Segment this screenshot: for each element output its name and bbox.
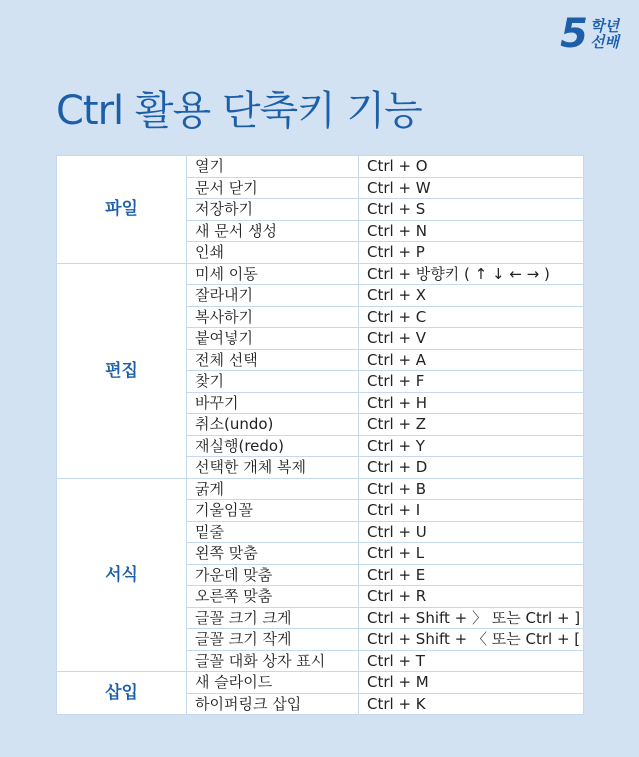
logo-number: 5 [560, 11, 589, 57]
shortcut-cell: Ctrl + Shift + 〉 또는 Ctrl + ] [359, 607, 584, 629]
brand-logo [560, 11, 619, 57]
table-row [57, 478, 584, 500]
action-cell: 붙여넣기 [187, 328, 359, 350]
group-label: 서식 [57, 478, 187, 672]
logo-text [590, 18, 619, 50]
action-cell: 미세 이동 [187, 263, 359, 285]
action-cell: 오른쪽 맞춤 [187, 586, 359, 608]
action-cell: 인쇄 [187, 242, 359, 264]
action-cell: 새 문서 생성 [187, 220, 359, 242]
table-row [57, 263, 584, 285]
action-cell: 글꼴 크기 크게 [187, 607, 359, 629]
shortcut-table-body [57, 156, 584, 715]
action-cell: 밑줄 [187, 521, 359, 543]
action-cell: 기울임꼴 [187, 500, 359, 522]
shortcut-cell: Ctrl + H [359, 392, 584, 414]
shortcut-cell: Ctrl + F [359, 371, 584, 393]
shortcut-cell: Ctrl + N [359, 220, 584, 242]
action-cell: 복사하기 [187, 306, 359, 328]
shortcut-cell: Ctrl + Z [359, 414, 584, 436]
shortcut-cell: Ctrl + X [359, 285, 584, 307]
group-label: 삽입 [57, 672, 187, 715]
action-cell: 바꾸기 [187, 392, 359, 414]
page-title: Ctrl 활용 단축키 기능 [56, 88, 422, 134]
shortcut-cell: Ctrl + L [359, 543, 584, 565]
shortcut-cell: Ctrl + Shift + 〈 또는 Ctrl + [ [359, 629, 584, 651]
action-cell: 선택한 개체 복제 [187, 457, 359, 479]
shortcut-cell: Ctrl + U [359, 521, 584, 543]
shortcut-cell: Ctrl + E [359, 564, 584, 586]
shortcut-cell: Ctrl + W [359, 177, 584, 199]
shortcut-cell: Ctrl + O [359, 156, 584, 178]
action-cell: 새 슬라이드 [187, 672, 359, 694]
action-cell: 글꼴 대화 상자 표시 [187, 650, 359, 672]
shortcut-cell: Ctrl + T [359, 650, 584, 672]
shortcut-cell: Ctrl + I [359, 500, 584, 522]
shortcut-cell: Ctrl + V [359, 328, 584, 350]
action-cell: 글꼴 크기 작게 [187, 629, 359, 651]
shortcut-cell: Ctrl + B [359, 478, 584, 500]
action-cell: 열기 [187, 156, 359, 178]
action-cell: 가운데 맞춤 [187, 564, 359, 586]
shortcut-cell: Ctrl + Y [359, 435, 584, 457]
shortcut-cell: Ctrl + S [359, 199, 584, 221]
shortcut-table [56, 155, 584, 715]
shortcut-cell: Ctrl + C [359, 306, 584, 328]
action-cell: 왼쪽 맞춤 [187, 543, 359, 565]
table-row [57, 672, 584, 694]
table-row [57, 156, 584, 178]
action-cell: 취소(undo) [187, 414, 359, 436]
group-label: 편집 [57, 263, 187, 478]
shortcut-cell: Ctrl + M [359, 672, 584, 694]
action-cell: 전체 선택 [187, 349, 359, 371]
shortcut-cell: Ctrl + R [359, 586, 584, 608]
group-label: 파일 [57, 156, 187, 264]
action-cell: 저장하기 [187, 199, 359, 221]
action-cell: 잘라내기 [187, 285, 359, 307]
shortcut-cell: Ctrl + D [359, 457, 584, 479]
logo-line-1: 학년 [590, 17, 619, 35]
action-cell: 재실행(redo) [187, 435, 359, 457]
shortcut-cell: Ctrl + A [359, 349, 584, 371]
shortcut-cell: Ctrl + K [359, 693, 584, 715]
shortcut-cell: Ctrl + 방향키 ( ↑ ↓ ← → ) [359, 263, 584, 285]
action-cell: 찾기 [187, 371, 359, 393]
logo-line-2: 선배 [590, 33, 619, 51]
action-cell: 문서 닫기 [187, 177, 359, 199]
action-cell: 굵게 [187, 478, 359, 500]
shortcut-cell: Ctrl + P [359, 242, 584, 264]
action-cell: 하이퍼링크 삽입 [187, 693, 359, 715]
